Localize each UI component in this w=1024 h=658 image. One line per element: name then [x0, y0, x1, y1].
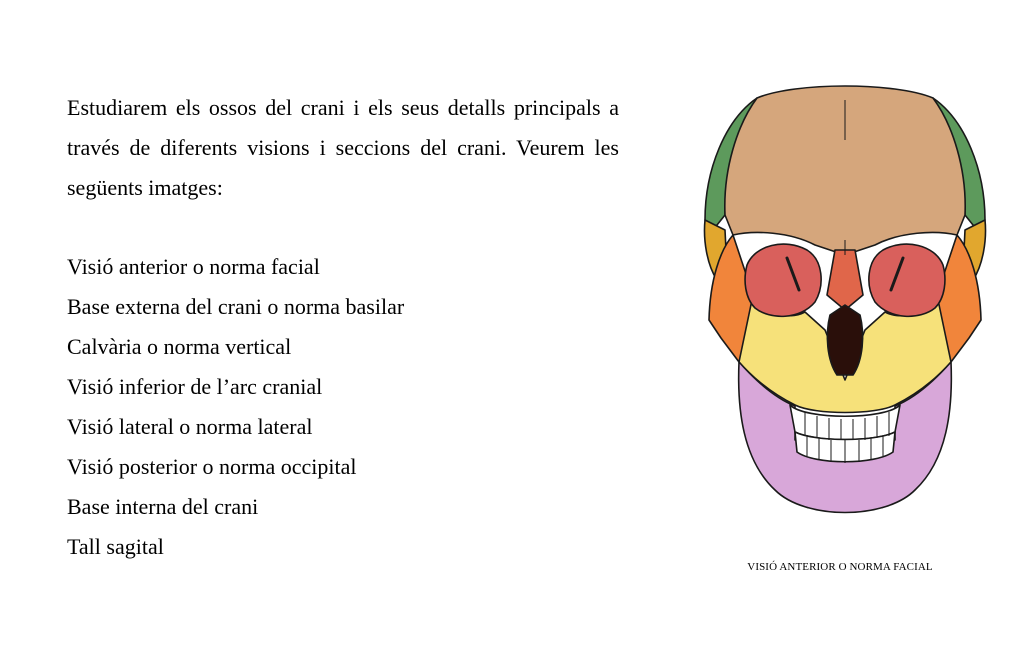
list-item: Base externa del crani o norma basilar [67, 294, 405, 319]
skull-svg [695, 80, 995, 530]
orbit-right [869, 244, 945, 316]
list-item: Visió lateral o norma lateral [67, 414, 313, 439]
nasal-cavity [827, 305, 862, 375]
figure-caption: VISIÓ ANTERIOR O NORMA FACIAL [747, 561, 933, 573]
list-item: Visió anterior o norma facial [67, 254, 320, 279]
list-item: Tall sagital [67, 534, 164, 559]
intro-paragraph: Estudiarem els ossos del crani i els seus detalls principals a través de diferents visions i seccions del crani. Veurem les següents imatges: [67, 95, 619, 200]
skull-illustration [695, 80, 995, 530]
list-item: Visió inferior de l’arc cranial [67, 374, 323, 399]
views-list [67, 247, 404, 567]
list-item: Calvària o norma vertical [67, 334, 292, 359]
orbit-left [745, 244, 821, 316]
list-item: Visió posterior o norma occipital [67, 454, 357, 479]
nasal-bone [827, 250, 863, 310]
list-item: Base interna del crani [67, 494, 259, 519]
